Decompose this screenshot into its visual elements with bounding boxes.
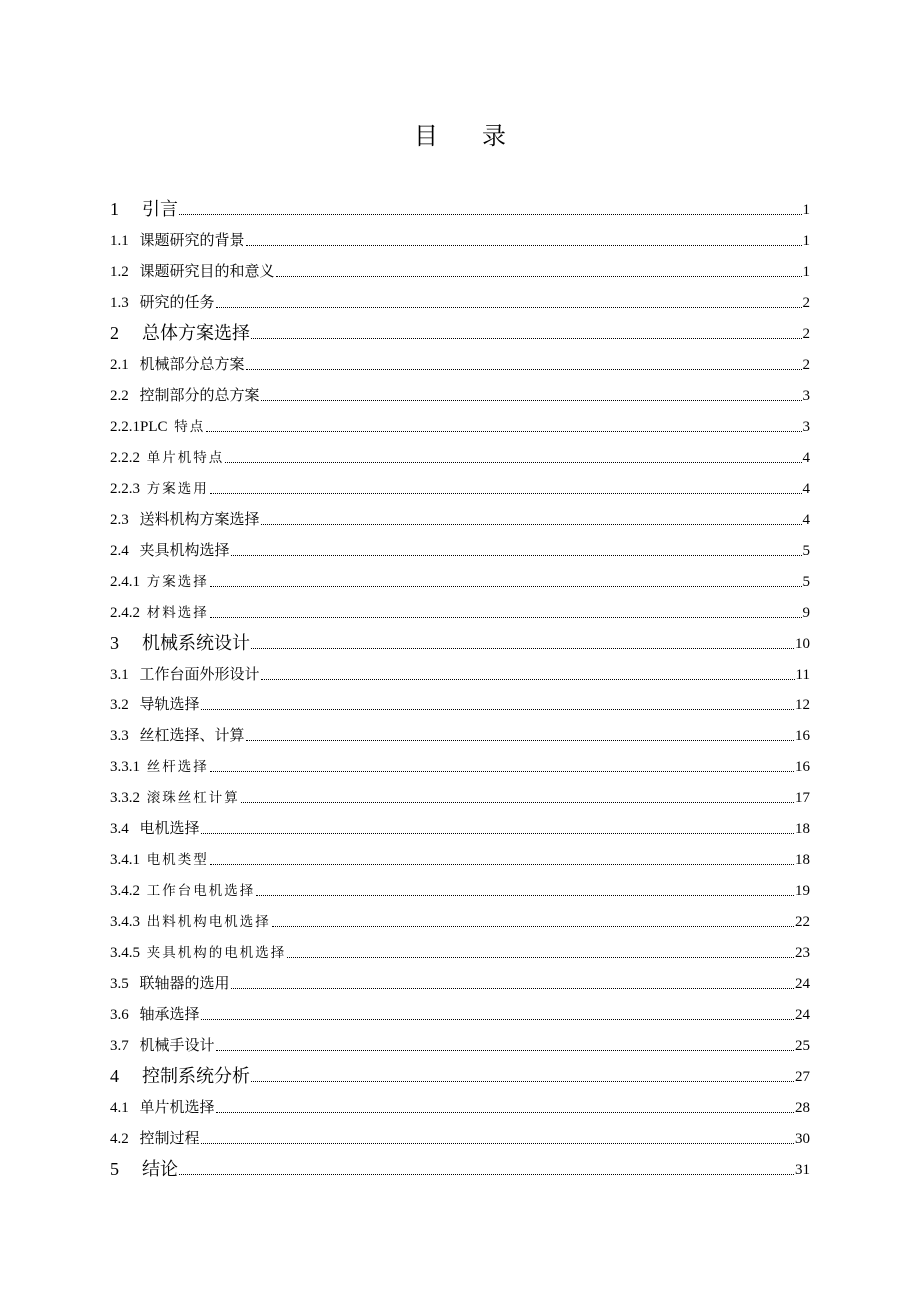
toc-dot-leader [210,617,802,618]
toc-entry-title: 出料机构电机选择 [146,914,271,931]
toc-entry-title: 总体方案选择 [142,322,250,344]
toc-entry-number: 2.3 [110,511,129,528]
toc-page-number: 10 [795,635,810,652]
toc-entry-chapter[interactable] [110,1057,810,1088]
toc-dot-leader [287,957,794,958]
toc-entry-title: 轴承选择 [139,1005,200,1024]
toc-entry-number: 4 [110,1066,119,1087]
toc-entry-title: 夹具机构的电机选择 [146,945,287,962]
toc-page-number: 1 [802,263,810,280]
toc-entry-number: 3.4.3 [110,914,140,931]
toc-entry-chapter[interactable] [110,314,810,345]
toc-entry-title: 单片机特点 [146,449,225,466]
toc-entry-sub[interactable] [110,438,810,469]
toc-entry-sub[interactable] [110,469,810,500]
toc-page-number: 23 [795,945,810,962]
toc-entry-label [110,725,245,747]
toc-dot-leader [246,740,794,741]
toc-entry-chapter[interactable] [110,624,810,655]
toc-dot-leader [201,709,794,710]
toc-entry-label [110,385,260,407]
toc-entry-number: 2.4.1 [110,573,140,590]
toc-entry-title: 特点 [174,418,206,435]
toc-entry-title: 机械手设计 [139,1036,215,1055]
toc-entry-sub[interactable] [110,902,810,933]
toc-entry-number: 3.4.1 [110,852,140,869]
toc-entry-label [110,571,209,593]
toc-entry-sub[interactable] [110,778,810,809]
toc-entry-number: 3.1 [110,666,129,683]
toc-dot-leader [179,214,802,215]
toc-entry-sub[interactable] [110,871,810,902]
toc-entry-number: 2.4.2 [110,604,140,621]
toc-entry-number: 1.3 [110,294,129,311]
toc-dot-leader [261,679,795,680]
toc-dot-leader [201,1019,794,1020]
toc-entry-sec[interactable] [110,531,810,562]
toc-entry-label [110,199,178,221]
toc-dot-leader [261,400,802,401]
toc-page-number: 24 [795,976,810,993]
toc-entry-label [110,261,275,283]
toc-entry-sec[interactable] [110,686,810,717]
toc-entry-number: 2.2.3 [110,480,140,497]
toc-entry-label [110,664,260,686]
toc-page-number: 3 [802,387,810,404]
toc-page-number: 5 [802,573,810,590]
toc-page-number: 16 [795,759,810,776]
toc-dot-leader [179,1174,794,1175]
toc-entry-number: 3.3.2 [110,790,140,807]
toc-dot-leader [210,864,794,865]
toc-entry-sec[interactable] [110,1026,810,1057]
page-title: 目录 [414,122,550,150]
toc-entry-number: 3.4.2 [110,883,140,900]
toc-entry-label [110,416,205,438]
toc-entry-sec[interactable] [110,964,810,995]
toc-dot-leader [246,369,802,370]
toc-entry-title: 丝杠选择、计算 [139,726,245,745]
toc-page-number: 18 [795,821,810,838]
toc-entry-title: 丝杆选择 [146,759,209,776]
toc-dot-leader [272,926,794,927]
toc-entry-title: 控制系统分析 [142,1066,250,1088]
toc-page-number: 1 [802,232,810,249]
toc-entry-sub[interactable] [110,593,810,624]
toc-entry-sec[interactable] [110,500,810,531]
toc-page-number: 27 [795,1069,810,1086]
toc-entry-label [110,1035,215,1057]
toc-page-number: 25 [795,1038,810,1055]
toc-entry-label [110,323,250,345]
toc-page-number: 24 [795,1007,810,1024]
toc-entry-sub[interactable] [110,933,810,964]
toc-entry-title: 滚珠丝杠计算 [146,790,240,807]
toc-dot-leader [206,431,801,432]
toc-entry-number: 3.5 [110,976,129,993]
toc-entry-title: 控制部分的总方案 [139,385,260,404]
toc-entry-number: 2.1 [110,356,129,373]
toc-entry-sec[interactable] [110,345,810,376]
toc-page-number: 4 [802,511,810,528]
toc-page-number: 18 [795,852,810,869]
toc-entry-number: 2.4 [110,542,129,559]
toc-entry-label [110,1097,215,1119]
toc-entry-title: 方案选择 [146,573,209,590]
toc-entry-number: 4.2 [110,1131,129,1148]
toc-dot-leader [210,493,802,494]
toc-entry-label [110,942,286,964]
toc-entry-title: 联轴器的选用 [139,974,230,993]
toc-entry-number: 3.2 [110,697,129,714]
toc-dot-leader [231,988,794,989]
toc-dot-leader [241,802,794,803]
toc-entry-sec[interactable] [110,655,810,686]
toc-entry-sec[interactable] [110,995,810,1026]
toc-entry-number: 3.6 [110,1007,129,1024]
toc-entry-label [110,602,209,624]
toc-entry-label [110,818,200,840]
toc-dot-leader [246,245,802,246]
toc-dot-leader [251,648,794,649]
toc-entry-title: 机械部分总方案 [139,354,245,373]
toc-entry-sec[interactable] [110,221,810,252]
toc-page-number: 19 [795,883,810,900]
toc-page-number: 4 [802,449,810,466]
toc-entry-number: 2 [110,322,119,343]
toc-entry-title: 结论 [142,1159,178,1180]
toc-entry-title: 工作台面外形设计 [139,664,260,683]
toc-entry-sec[interactable] [110,1088,810,1119]
toc-entry-sub[interactable] [110,407,810,438]
toc-entry-title: 单片机选择 [139,1098,215,1117]
toc-dot-leader [210,586,802,587]
toc-entry-number: 3.4.5 [110,945,140,962]
toc-page-number: 22 [795,914,810,931]
toc-entry-title: 研究的任务 [139,292,215,311]
table-of-contents [110,190,810,1181]
toc-entry-number: 1.1 [110,232,129,249]
toc-page-number: 28 [795,1100,810,1117]
toc-entry-sub[interactable] [110,747,810,778]
toc-entry-label [110,478,209,500]
toc-entry-title: 控制过程 [139,1129,200,1148]
toc-page-number: 31 [795,1162,810,1178]
toc-dot-leader [276,276,802,277]
toc-entry-label [110,1004,200,1026]
toc-entry-label [110,509,260,531]
toc-dot-leader [225,462,801,463]
toc-entry-sub[interactable] [110,562,810,593]
toc-entry-sec[interactable] [110,1119,810,1150]
toc-entry-label [110,447,224,469]
toc-page-number: 2 [802,294,810,311]
toc-page-number: 16 [795,728,810,745]
toc-entry-sec[interactable] [110,716,810,747]
toc-dot-leader [261,524,802,525]
toc-dot-leader [201,1143,794,1144]
toc-page-number: 3 [802,418,810,435]
toc-entry-label [110,973,230,995]
toc-entry-number: 5 [110,1159,119,1179]
toc-dot-leader [256,895,794,896]
toc-entry-sec[interactable] [110,809,810,840]
toc-entry-number: 3.7 [110,1038,129,1055]
toc-entry-chapter[interactable] [110,190,810,221]
toc-entry-number: 1 [110,198,119,219]
toc-entry-label [110,756,209,778]
toc-entry-sec[interactable] [110,252,810,283]
toc-entry-title: 夹具机构选择 [139,540,230,559]
toc-entry-chapter[interactable] [110,1150,810,1181]
toc-entry-label [110,633,250,655]
toc-entry-number: 2.2 [110,387,129,404]
toc-entry-title: 送料机构方案选择 [139,509,260,528]
toc-entry-number: 3.3.1 [110,759,140,776]
toc-entry-number: 2.2.2 [110,449,140,466]
toc-entry-label [110,540,230,562]
toc-page-number: 1 [802,201,810,218]
toc-page-number: 9 [802,604,810,621]
toc-page-number: 2 [802,356,810,373]
toc-entry-label [110,787,240,809]
toc-entry-number: 2.2.1PLC [110,418,168,435]
toc-entry-title: 方案选用 [146,480,209,497]
toc-entry-label [110,292,215,314]
toc-dot-leader [251,1081,794,1082]
toc-dot-leader [201,833,794,834]
toc-entry-label [110,1159,178,1181]
toc-page-number: 30 [795,1131,810,1148]
toc-entry-label [110,694,200,716]
toc-entry-label [110,354,245,376]
toc-entry-sec[interactable] [110,283,810,314]
toc-entry-number: 4.1 [110,1100,129,1117]
toc-dot-leader [216,307,802,308]
toc-entry-label [110,1128,200,1150]
toc-entry-title: 导轨选择 [139,695,200,714]
toc-entry-title: 课题研究的背景 [139,230,245,249]
toc-entry-title: 引言 [142,198,178,220]
toc-entry-number: 3.4 [110,821,129,838]
toc-entry-sec[interactable] [110,376,810,407]
toc-entry-label [110,911,271,933]
toc-page-number: 4 [802,480,810,497]
toc-entry-number: 3.3 [110,728,129,745]
toc-entry-title: 机械系统设计 [142,632,250,654]
toc-page-number: 11 [795,666,810,683]
toc-entry-title: 材料选择 [146,604,209,621]
toc-entry-number: 1.2 [110,263,129,280]
toc-entry-title: 工作台电机选择 [146,883,256,900]
toc-dot-leader [210,771,794,772]
toc-entry-title: 电机选择 [139,819,200,838]
toc-dot-leader [216,1050,794,1051]
toc-entry-sub[interactable] [110,840,810,871]
toc-page-number: 17 [795,790,810,807]
toc-page-number: 5 [802,542,810,559]
toc-dot-leader [231,555,802,556]
toc-entry-title: 课题研究目的和意义 [139,261,275,280]
toc-entry-label [110,230,245,252]
toc-page-number: 12 [795,697,810,714]
toc-dot-leader [216,1112,794,1113]
toc-entry-label [110,849,209,871]
toc-entry-label [110,880,255,902]
toc-entry-title: 电机类型 [146,852,209,869]
toc-page-number: 2 [802,325,810,342]
toc-entry-number: 3 [110,632,119,653]
toc-dot-leader [251,338,802,339]
toc-entry-label [110,1066,250,1088]
